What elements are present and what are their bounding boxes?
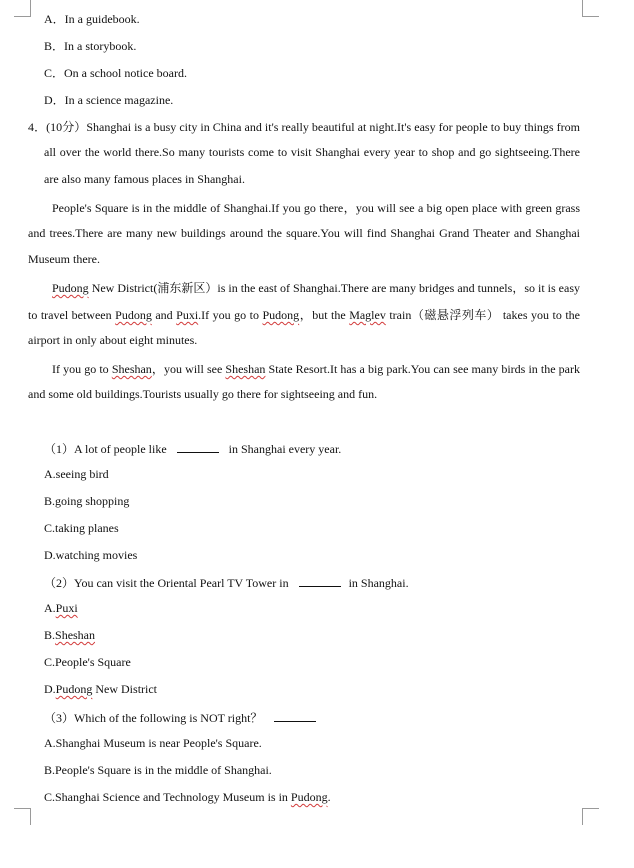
passage-line: Museum there.: [28, 252, 100, 266]
q2-option-d: D.Pudong New District: [44, 682, 158, 696]
q2-option-c: C.People's Square: [44, 655, 131, 669]
passage-line: and trees.There are many new buildings around the square.You will find Shanghai Grand Theater and Shanghai: [28, 226, 580, 240]
proper-noun: Pudong: [52, 281, 89, 295]
page-corner-mark: [582, 808, 599, 825]
q2-option-a: A.Puxi: [44, 601, 78, 615]
passage-line: and some old buildings.Tourists usually go there for sightseeing and fun.: [28, 387, 378, 401]
passage-line: If you go to Sheshan，you will see Sheshan State Resort.It has a big park.You can see many birds in the park: [52, 362, 580, 376]
page-corner-mark: [14, 808, 31, 825]
q1-option-a: A.seeing bird: [44, 467, 109, 481]
answer-blank[interactable]: [299, 576, 341, 587]
passage-line: People's Square is in the middle of Shanghai.If you go there，you will see a big open place with green grass: [52, 201, 580, 215]
proper-noun: Sheshan: [111, 362, 152, 376]
passage-line: all over the world there.So many tourists come to visit Shanghai every year to shop and go sightseeing.There: [44, 145, 580, 159]
q1-option-d: D.watching movies: [44, 548, 138, 562]
question-1-stem: （1）A lot of people like in Shanghai every year.: [44, 442, 342, 456]
proper-noun: Maglev: [349, 308, 386, 322]
passage-line: 4．(10分）Shanghai is a busy city in China and it's really beautiful at night.It's easy for people to buy things from: [28, 120, 580, 134]
q3-option-c: C.Shanghai Science and Technology Museum is in Pudong.: [44, 790, 331, 804]
proper-noun: Puxi: [176, 308, 199, 322]
passage-line: to travel between Pudong and Puxi.If you go to Pudong，but the Maglev train（磁悬浮列车） takes you to the: [28, 308, 580, 322]
q1-option-b: B.going shopping: [44, 494, 130, 508]
question-3-stem: （3）Which of the following is NOT right？: [44, 709, 316, 726]
q3-option-b: B.People's Square is in the middle of Shanghai.: [44, 763, 272, 777]
option-b: B．In a storybook.: [44, 39, 137, 53]
question-2-stem: （2）You can visit the Oriental Pearl TV Tower in in Shanghai.: [44, 576, 409, 590]
option-d: D．In a science magazine.: [44, 93, 174, 107]
answer-blank[interactable]: [274, 711, 316, 722]
page-corner-mark: [582, 0, 599, 17]
proper-noun: Pudong: [115, 308, 152, 322]
q2-option-b: B.Sheshan: [44, 628, 96, 642]
option-c: C．On a school notice board.: [44, 66, 187, 80]
q1-option-c: C.taking planes: [44, 521, 119, 535]
proper-noun: Sheshan: [225, 362, 266, 376]
passage-line: Pudong New District(浦东新区）is in the east of Shanghai.There are many bridges and tunnels，so it is easy: [52, 281, 580, 295]
passage-line: airport in only about eight minutes.: [28, 333, 198, 347]
passage-line: are also many famous places in Shanghai.: [44, 172, 245, 186]
q3-option-a: A.Shanghai Museum is near People's Square.: [44, 736, 262, 750]
page-corner-mark: [14, 0, 31, 17]
option-a: A．In a guidebook.: [44, 12, 140, 26]
answer-blank[interactable]: [177, 442, 219, 453]
proper-noun: Pudong: [262, 308, 300, 322]
